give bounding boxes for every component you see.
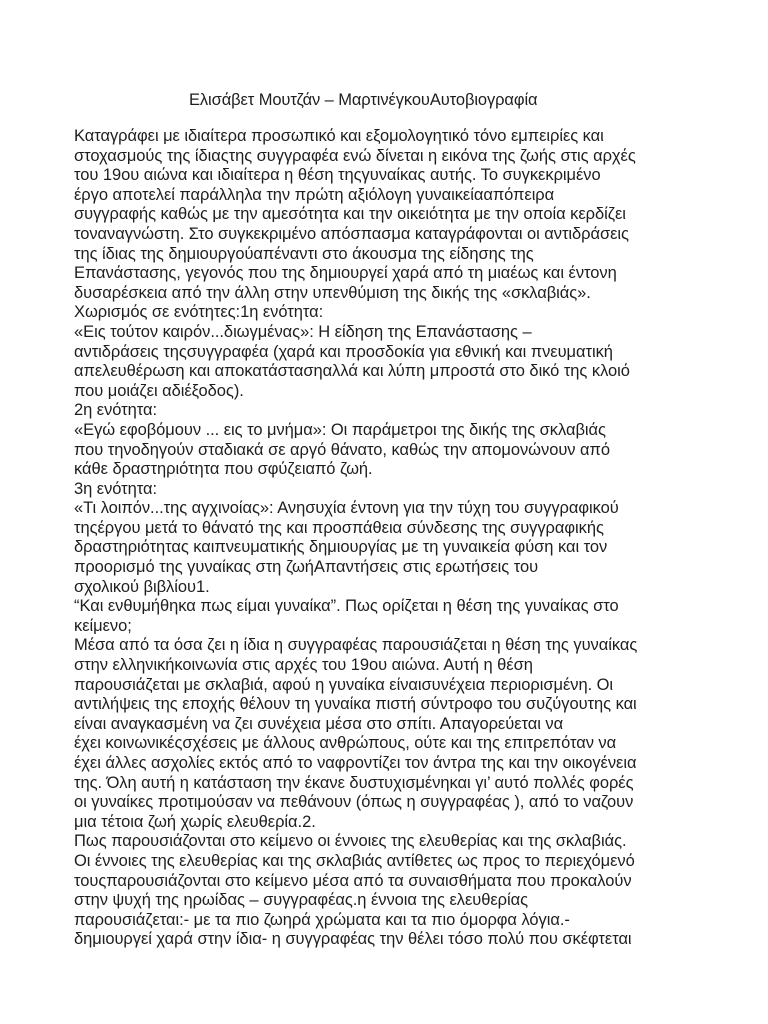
text-line: που μοιάζει αδιέξοδος). (74, 381, 244, 400)
text-line: 3η ενότητα: (74, 479, 158, 498)
text-line: έχει κοινωνικέςσχέσεις με άλλους ανθρώπους, ούτε και της επιτρεπόταν να (74, 734, 617, 753)
text-line: Μέσα από τα όσα ζει η ίδια η συγγραφέας παρουσιάζεται η θέση της γυναίκας (74, 636, 638, 655)
text-line: προορισμό της γυναίκας στη ζωήΑπαντήσεις στις ερωτήσεις του (74, 558, 539, 577)
document-body (74, 127, 714, 950)
text-line: «Εις τούτον καιρόν...διωγμένας»: Η είδηση της Επανάστασης – (74, 322, 532, 341)
text-line: παρουσιάζεται με σκλαβιά, αφού η γυναίκα είναισυνέχεια περιορισμένη. Οι (74, 675, 614, 694)
text-line: οι γυναίκες προτιμούσαν να πεθάνουν (όπως η συγγραφέας ), από το ναζουν (74, 793, 634, 812)
text-line: 2η ενότητα: (74, 401, 158, 420)
text-line: συγγραφής καθώς με την αμεσότητα και την οικειότητα με την οποία κερδίζει (74, 205, 626, 224)
text-line: τουςπαρουσιάζονται στο κείμενο μέσα από τα συναισθήματα που προκαλούν (74, 871, 632, 890)
text-line: έργο αποτελεί παράλληλα την πρώτη αξιόλογη γυναικείααπόπειρα (74, 185, 555, 204)
text-line: παρουσιάζεται:- με τα πιο ζωηρά χρώματα και τα πιο όμορφα λόγια.- (74, 910, 570, 929)
text-line: στοχασμούς της ίδιαςτης συγγραφέα ενώ δίνεται η εικόνα της ζωής στις αρχές (74, 146, 636, 165)
text-line: της ίδιας της δημιουργούαπέναντι στο άκουσμα της είδησης της (74, 244, 534, 263)
text-line: απελευθέρωση και αποκατάστασηαλλά και λύπη μπροστά στο δικό της κλοιό (74, 362, 630, 381)
text-line: Καταγράφει με ιδιαίτερα προσωπικό και εξομολογητικό τόνο εμπειρίες και (74, 127, 604, 145)
text-line: Χωρισμός σε ενότητες:1η ενότητα: (74, 303, 324, 322)
text-line: κάθε δραστηριότητα που σφύζειαπό ζωή. (74, 460, 373, 479)
text-line: αντιλήψεις της εποχής θέλουν τη γυναίκα πιστή σύντροφο του συζύγουτης και (74, 695, 637, 714)
text-line: Πως παρουσιάζονται στο κείμενο οι έννοιες της ελευθερίας και της σκλαβιάς. (74, 832, 627, 851)
text-line: δραστηριότητας καιπνευματικής δημιουργίας με τη γυναικεία φύση και τον (74, 538, 608, 557)
text-line: που τηνοδηγούν σταδιακά σε αργό θάνατο, καθώς την απομονώνουν από (74, 440, 610, 459)
text-line: Οι έννοιες της ελευθερίας και της σκλαβιάς αντίθετες ως προς το περιεχόμενό (74, 851, 635, 870)
text-line: δυσαρέσκεια από την άλλη στην υπενθύμιση της δικής της «σκλαβιάς». (74, 283, 591, 302)
text-line: τοναναγνώστη. Στο συγκεκριμένο απόσπασμα καταγράφονται οι αντιδράσεις (74, 224, 629, 243)
text-line: του 19ου αιώνα και ιδιαίτερα η θέση τηςγυναίκας αυτής. Το συγκεκριμένο (74, 166, 601, 185)
text-line: μια τέτοια ζωή χωρίς ελευθερία.2. (74, 812, 316, 831)
text-line: αντιδράσεις τηςσυγγραφέα (χαρά και προσδοκία για εθνική και πνευματική (74, 342, 613, 361)
text-line: έχει άλλες ασχολίες εκτός από το ναφροντίζει τον άντρα της και την οικογένεια (74, 754, 637, 772)
text-line: “Και ενθυμήθηκα πως είμαι γυναίκα”. Πως ορίζεται η θέση της γυναίκας στο (74, 597, 619, 616)
text-line: στην ψυχή της ηρωίδας – συγγραφέας.η έννοια της ελευθερίας (74, 891, 529, 910)
text-line: «Εγώ εφοβόμουν ... εις το μνήμα»: Οι παράμετροι της δικής της σκλαβιάς (74, 420, 606, 439)
text-line: «Τι λοιπόν...της αγχινοίας»: Ανησυχία έντονη για την τύχη του συγγραφικού (74, 499, 619, 518)
text-line: στην ελληνικήκοινωνία στις αρχές του 19ου αιώνα. Αυτή η θέση (74, 656, 533, 675)
document-title: Ελισάβετ Μουτζάν – ΜαρτινέγκουΑυτοβιογραφία (189, 91, 538, 109)
text-line: σχολικού βιβλίου1. (74, 577, 210, 596)
text-line: της. Όλη αυτή η κατάσταση την έκανε δυστυχισμένηκαι γι’ αυτό πολλές φορές (74, 773, 634, 792)
text-line: δημιουργεί χαρά στην ίδια- η συγγραφέας την θέλει τόσο πολύ που σκέφτεται (74, 930, 632, 949)
text-line: Επανάστασης, γεγονός που της δημιουργεί χαρά από τη μιαέως και έντονη (74, 264, 617, 283)
text-line: κείμενο; (74, 616, 132, 635)
text-line: είναι αναγκασμένη να ζει συνέχεια μέσα στο σπίτι. Απαγορεύεται να (74, 714, 564, 733)
text-line: τηςέργου μετά το θάνατό της και προσπάθεια σύνδεσης της συγγραφικής (74, 518, 604, 537)
